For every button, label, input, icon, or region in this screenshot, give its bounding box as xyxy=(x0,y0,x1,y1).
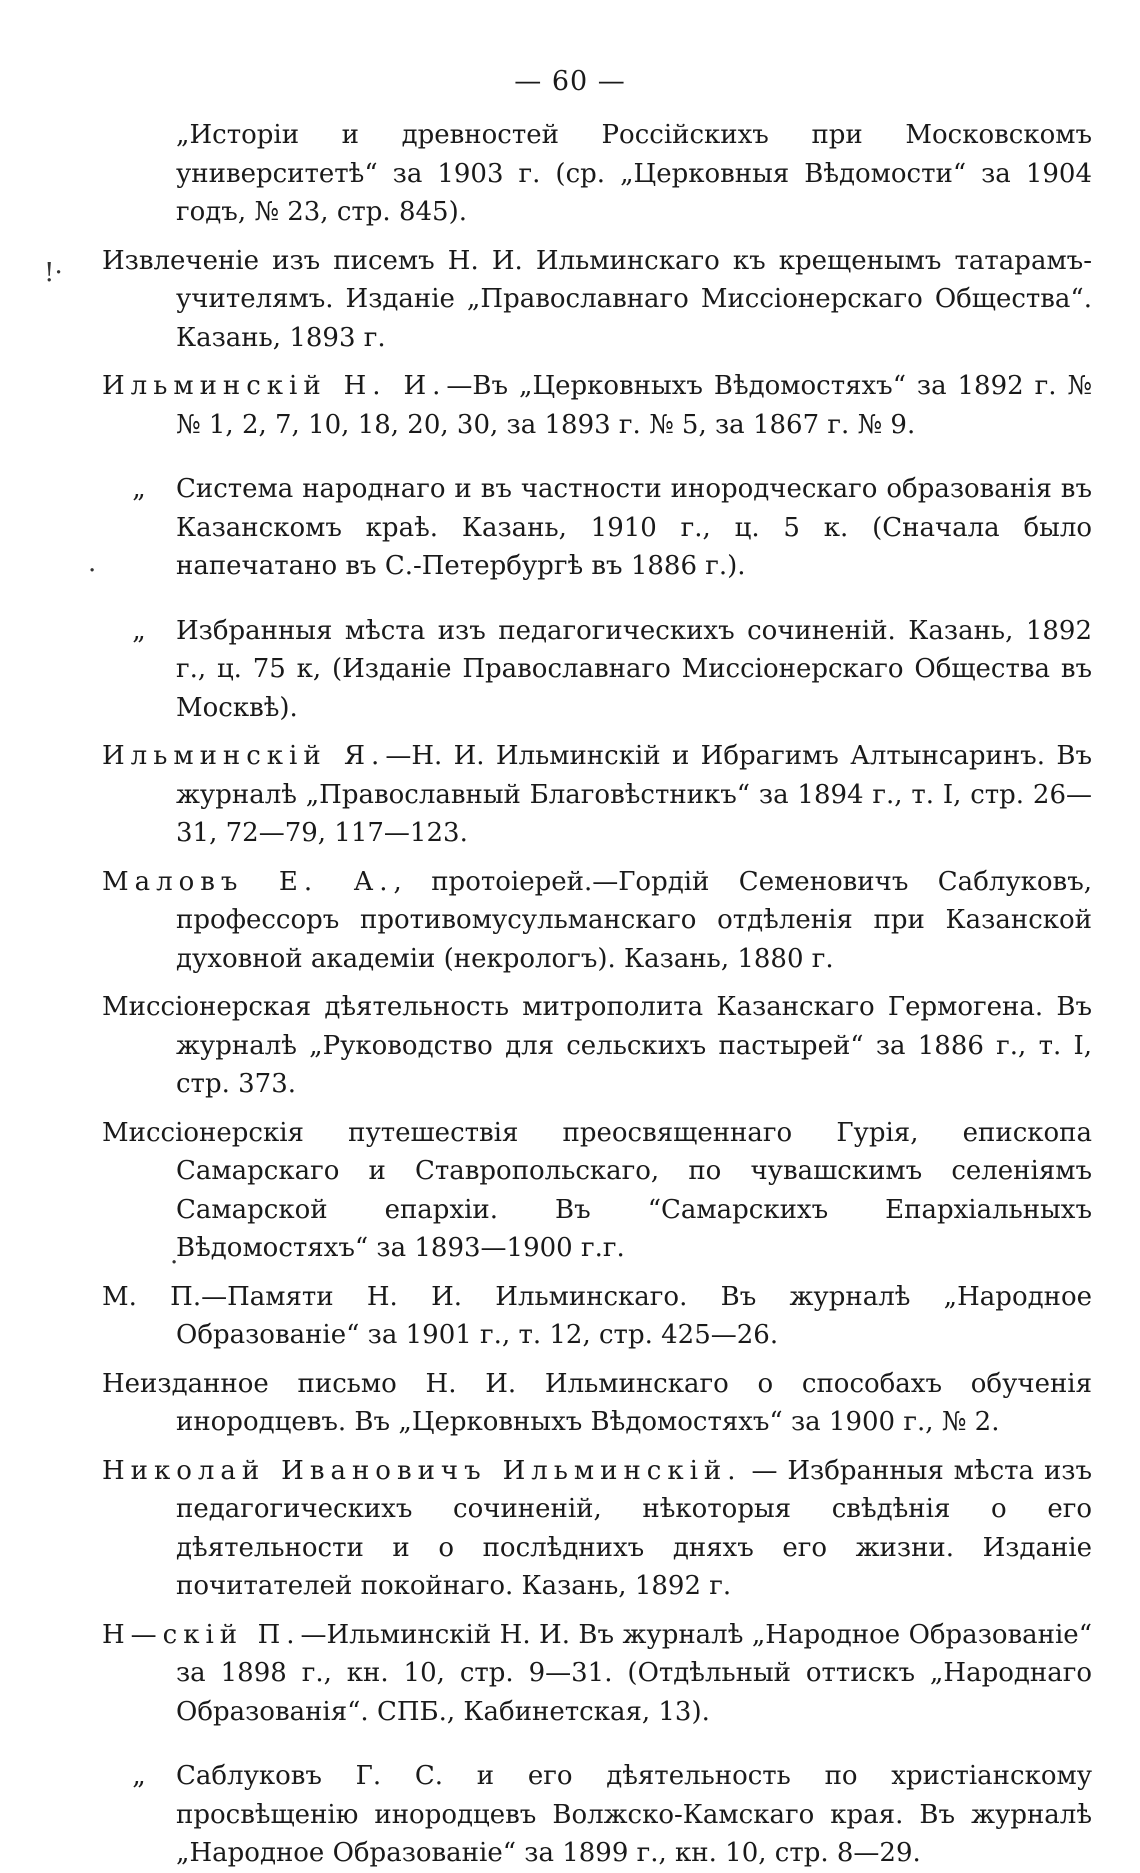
bibliography-entry xyxy=(102,1757,1092,1873)
bibliography-entry xyxy=(102,116,1092,232)
entry-text: „Исторіи и древностей Россійскихъ при Московскомъ университетѣ“ за 1903 г. (ср. „Церковныя Вѣдомости“ за 1904 годъ, № 23, стр. 845). xyxy=(176,120,1092,227)
bibliography-list xyxy=(102,116,1092,1873)
bibliography-entry xyxy=(102,1616,1092,1732)
bibliography-entry xyxy=(102,737,1092,853)
entry-text: М. П.—Памяти Н. И. Ильминскаго. Въ журналѣ „Народное Образованіе“ за 1901 г., т. 12, стр. 425—26. xyxy=(102,1281,1092,1350)
margin-mark: · xyxy=(170,1248,179,1278)
entry-author: Ильминскій Н. И. xyxy=(102,371,447,401)
entry-author: Николай Ивановичъ Ильминскій. xyxy=(102,1455,742,1486)
entry-text: Система народнаго и въ частности инородческаго образованія въ Казанскомъ краѣ. Казань, 1910 г., ц. 5 к. (Сначала было напечатано въ С.-Петербургѣ въ 1886 г.). xyxy=(176,474,1092,581)
entry-text: Саблуковъ Г. С. и его дѣятельность по христіанскому просвѣщенію инородцевъ Волжско-Камскаго края. Въ журналѣ „Народное Образованіе“ за 1899 г., кн. 10, стр. 8—29. xyxy=(176,1761,1092,1868)
bibliography-entry xyxy=(102,470,1092,586)
bibliography-entry xyxy=(102,367,1092,444)
entry-text: Извлеченіе изъ писемъ Н. И. Ильминскаго къ крещенымъ татарамъ-учителямъ. Изданіе „Православнаго Миссіонерскаго Общества“. Казань, 1893 г. xyxy=(102,245,1092,353)
bibliography-entry xyxy=(102,242,1092,358)
ditto-mark: „ xyxy=(132,1761,146,1791)
ditto-mark: „ xyxy=(132,474,146,504)
entry-text: Миссіонерскія путешествія преосвященнаго Гурія, епископа Самарскаго и Ставропольскаго, по чувашскимъ селеніямъ Самарской епархіи. Въ “Самарскихъ Епархіальныхъ Вѣдомостяхъ“ за 1893—1900 г.г. xyxy=(102,1117,1092,1263)
entry-text: Миссіонерская дѣятельность митрополита Казанскаго Гермогена. Въ журналѣ „Руководство для сельскихъ пастырей“ за 1886 г., т. I, стр. 373. xyxy=(102,992,1092,1099)
bibliography-entry xyxy=(102,1452,1092,1606)
entry-text: Избранныя мѣста изъ педагогическихъ сочиненій. Казань, 1892 г., ц. 75 к, (Изданіе Православнаго Миссіонерскаго Общества въ Москвѣ). xyxy=(176,615,1092,723)
bibliography-entry xyxy=(102,863,1092,979)
entry-text: —Ильминскій Н. И. Въ журналѣ „Народное Образованіе“ за 1898 г., кн. 10, стр. 9—31. (Отдѣльный оттискъ „Народнаго Образованія“. СПБ., Кабинетская, 13). xyxy=(176,1619,1092,1727)
bibliography-entry xyxy=(102,612,1092,728)
entry-text: —Н. И. Ильминскій и Ибрагимъ Алтынсаринъ. Въ журналѣ „Православный Благовѣстникъ“ за 1894 г., т. I, стр. 26—31, 72—79, 117—123. xyxy=(176,741,1092,848)
margin-mark: · xyxy=(88,556,97,586)
entry-text: Неизданное письмо Н. И. Ильминскаго о способахъ обученія инородцевъ. Въ „Церковныхъ Вѣдомостяхъ“ за 1900 г., № 2. xyxy=(102,1368,1092,1437)
entry-author: Маловъ Е. А. xyxy=(102,866,394,897)
bibliography-entry xyxy=(102,988,1092,1104)
margin-mark: !· xyxy=(44,258,63,288)
entry-text: — Избранныя мѣста изъ педагогическихъ сочиненій, нѣкоторыя свѣдѣнія о его дѣятельности и о послѣднихъ дняхъ его жизни. Изданіе почитателей покойнаго. Казань, 1892 г. xyxy=(176,1455,1092,1601)
bibliography-entry xyxy=(102,1114,1092,1268)
entry-text: —Въ „Церковныхъ Вѣдомостяхъ“ за 1892 г. №№ 1, 2, 7, 10, 18, 20, 30, за 1893 г. № 5, за 1867 г. № 9. xyxy=(176,371,1093,440)
ditto-mark: „ xyxy=(132,615,146,646)
entry-author: Ильминскій Я. xyxy=(102,741,386,771)
bibliography-entry xyxy=(102,1278,1092,1355)
page-number: — 60 — xyxy=(514,66,626,97)
entry-text: , протоіерей.—Гордій Семеновичъ Саблуковъ, профессоръ противомусульманскаго отдѣленія при Казанской духовной академіи (некрологъ). Казань, 1880 г. xyxy=(176,866,1093,974)
bibliography-entry xyxy=(102,1365,1092,1442)
entry-author: Н—скій П. xyxy=(102,1619,301,1650)
